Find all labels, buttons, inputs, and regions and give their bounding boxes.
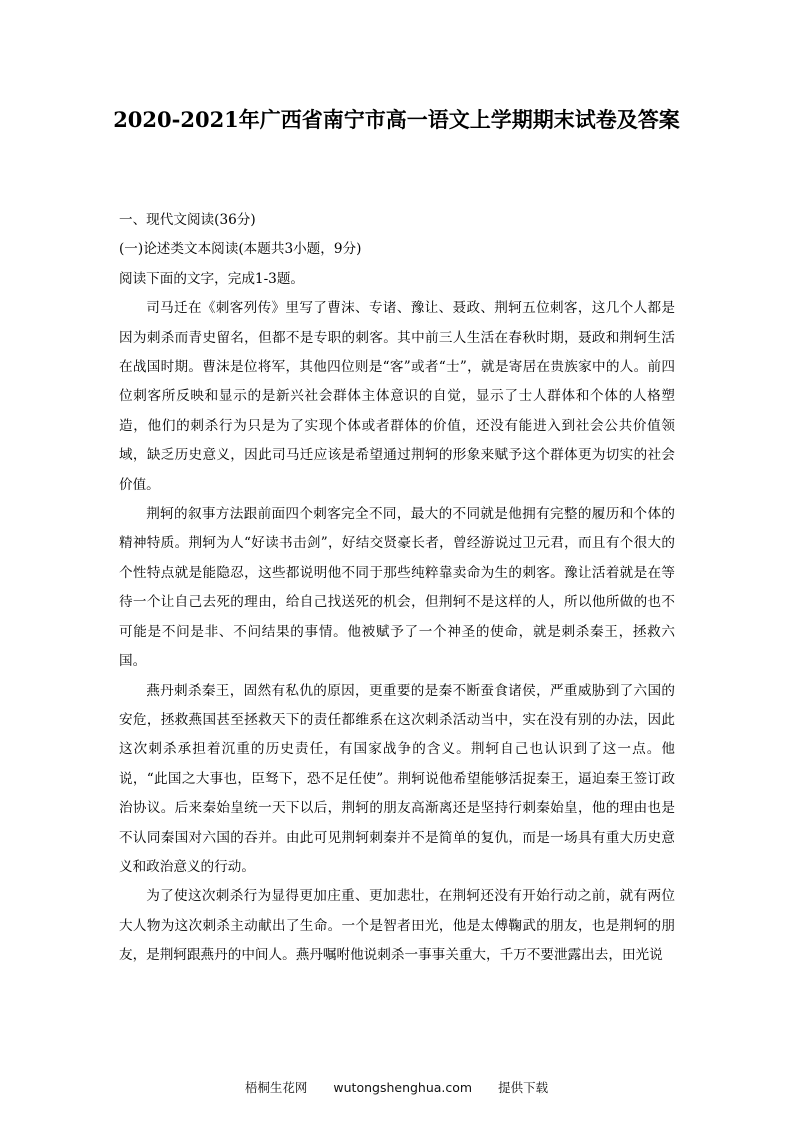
document-title: 2020-2021年广西省南宁市高一语文上学期期末试卷及答案 — [113, 107, 680, 132]
footer-download-text: 提供下载 — [498, 1080, 549, 1095]
section-heading: 一、现代文阅读(36分) — [119, 212, 256, 228]
page-footer — [0, 1078, 793, 1096]
subsection-heading: (一)论述类文本阅读(本题共3小题，9分) — [119, 241, 362, 258]
footer-url[interactable]: wutongshenghua.com — [333, 1080, 473, 1095]
paragraph-3: 燕丹刺杀秦王，固然有私仇的原因，更重要的是秦不断蚕食诸侯，严重威胁到了六国的安危，拯救燕国甚至拯救天下的责任都维系在这次刺杀活动当中，实在没有别的办法，因此这次刺杀承担着沉重的历史责任，有国家战争的含义。荆轲自己也认识到了这一点。他说，“此国之大事也，臣驽下，恐不足任使”。荆轲说他希望能够活捉秦王，逼迫秦王签订政治协议。后来秦始皇统一天下以后，荆轲的朋友高渐离还是坚持行刺秦始皇，他的理由也是不认同秦国对六国的吞并。由此可见荆轲刺秦并不是简单的复仇，而是一场具有重大历史意义和政治意义的行动。 — [119, 682, 675, 875]
reading-instruction: 阅读下面的文字，完成1-3题。 — [119, 270, 305, 287]
paragraph-1: 司马迁在《刺客列传》里写了曹沫、专诸、豫让、聂政、荆轲五位刺客，这几个人都是因为刺杀而青史留名，但都不是专职的刺客。其中前三人生活在春秋时期，聂政和荆轲生活在战国时期。曹沫是位将军，其他四位则是“客”或者“士”，就是寄居在贵族家中的人。前四位刺客所反映和显示的是新兴社会群体主体意识的自觉，显示了士人群体和个体的人格塑造，他们的刺杀行为只是为了实现个体或者群体的价值，还没有能进入到社会公共价值领域，缺乏历史意义，因此司马迁应该是希望通过荆轲的形象来赋予这个群体更为切实的社会价值。 — [119, 300, 675, 493]
paragraph-2: 荆轲的叙事方法跟前面四个刺客完全不同，最大的不同就是他拥有完整的履历和个体的精神特质。荆轲为人“好读书击剑”，好结交贤豪长者，曾经游说过卫元君，而且有个很大的个性特点就是能隐忍，这些都说明他不同于那些纯粹靠卖命为生的刺客。豫让活着就是在等待一个让自己去死的理由，给自己找送死的机会，但荆轲不是这样的人，所以他所做的也不可能是不问是非、不问结果的事情。他被赋予了一个神圣的使命，就是刺杀秦王，拯救六国。 — [119, 506, 675, 670]
footer-site-name: 梧桐生花网 — [244, 1080, 308, 1095]
paragraph-4: 为了使这次刺杀行为显得更加庄重、更加悲壮，在荆轲还没有开始行动之前，就有两位大人物为这次刺杀主动献出了生命。一个是智者田光，他是太傅鞠武的朋友，也是荆轲的朋友，是荆轲跟燕丹的中间人。燕丹嘱咐他说刺杀一事事关重大，千万不要泄露出去，田光说 — [119, 888, 675, 964]
document-body — [119, 206, 675, 971]
